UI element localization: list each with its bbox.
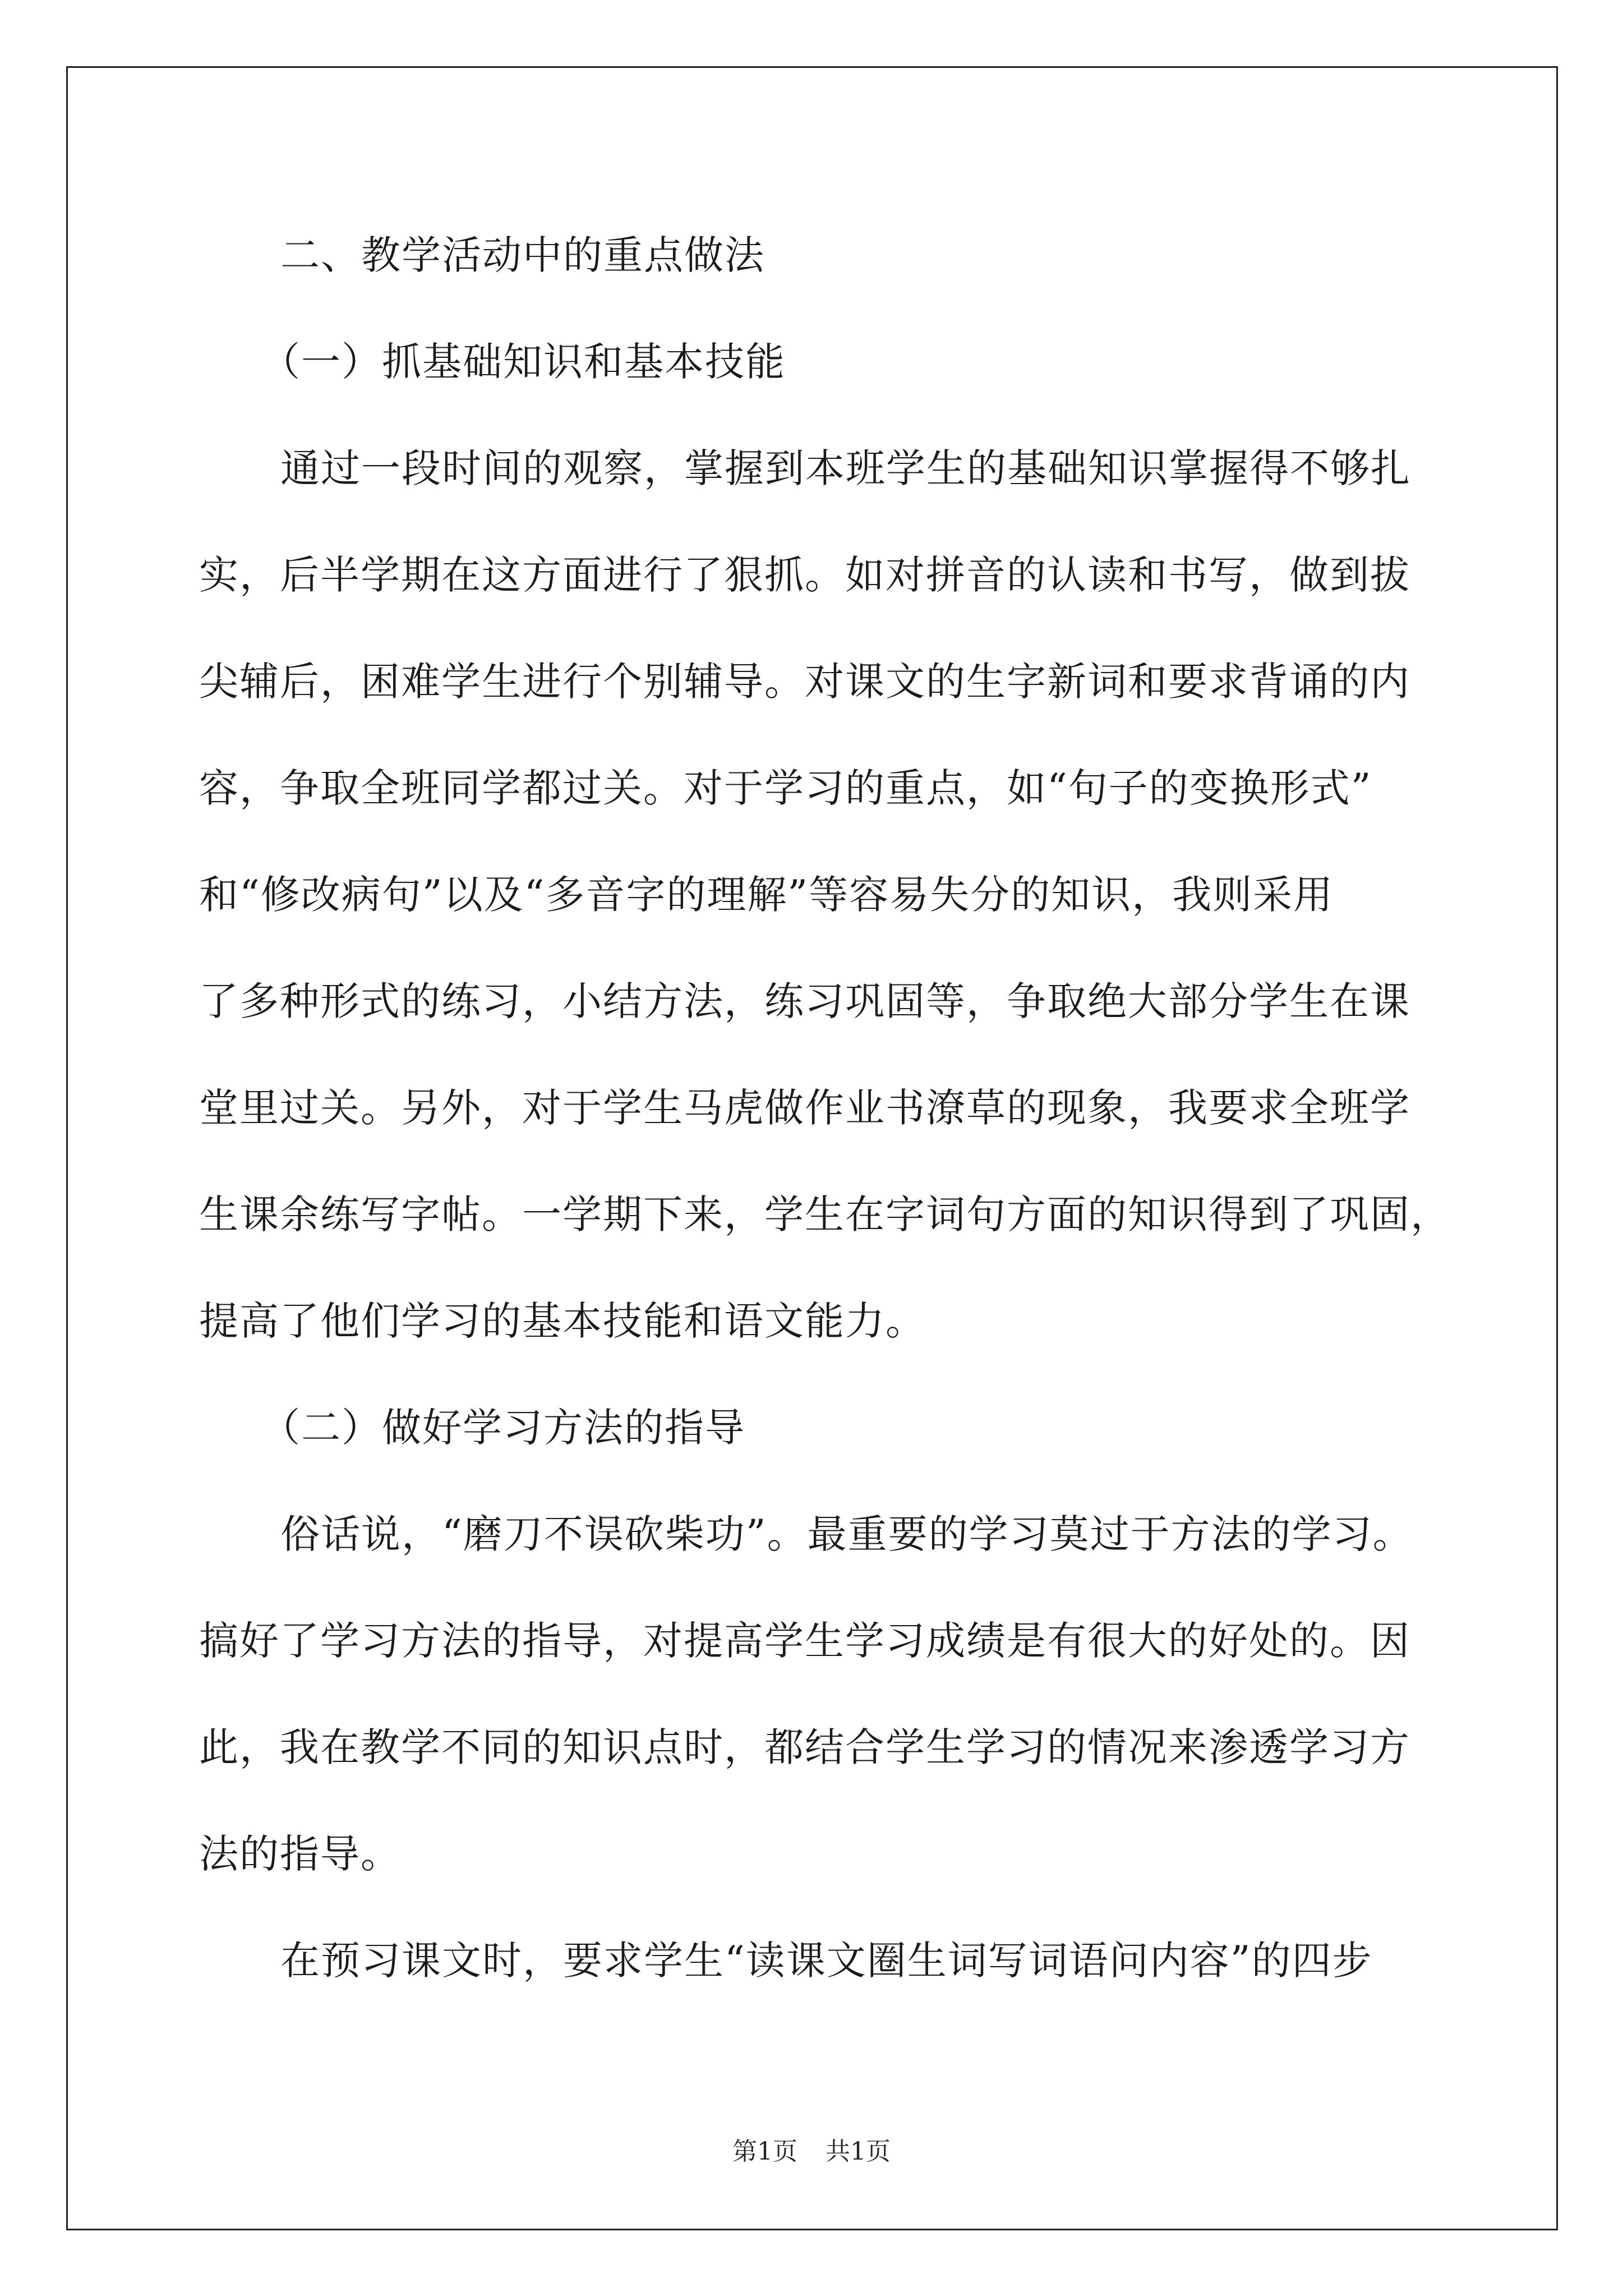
paragraph-line: 实，后半学期在这方面进行了狠抓。如对拼音的认读和书写，做到拔 [199, 552, 1410, 598]
paragraph-line: 堂里过关。另外，对于学生马虎做作业书潦草的现象，我要求全班学 [199, 1085, 1410, 1131]
section-heading: 二、教学活动中的重点做法 [280, 232, 765, 278]
paragraph-line: 和“修改病句”以及“多音字的理解”等容易失分的知识，我则采用 [199, 872, 1334, 918]
paragraph-line: 了多种形式的练习，小结方法，练习巩固等，争取绝大部分学生在课 [199, 978, 1410, 1024]
paragraph-line: 俗话说，“磨刀不误砍柴功”。最重要的学习莫过于方法的学习。 [280, 1511, 1413, 1557]
paragraph-line: 尖辅后，困难学生进行个别辅导。对课文的生字新词和要求背诵的内 [199, 659, 1410, 705]
paragraph-line: 搞好了学习方法的指导，对提高学生学习成绩是有很大的好处的。因 [199, 1618, 1410, 1664]
paragraph-line: 生课余练写字帖。一学期下来，学生在字词句方面的知识得到了巩固， [199, 1191, 1451, 1237]
subsection-heading: （二）做好学习方法的指导 [261, 1405, 745, 1451]
paragraph-line: 提高了他们学习的基本技能和语文能力。 [199, 1298, 926, 1344]
subsection-heading: （一）抓基础知识和基本技能 [261, 339, 786, 385]
document-body [199, 202, 1451, 2014]
paragraph-line: 此，我在教学不同的知识点时，都结合学生学习的情况来渗透学习方 [199, 1724, 1410, 1770]
page-total: 共1页 [826, 2137, 891, 2166]
paragraph-line: 法的指导。 [199, 1831, 401, 1877]
paragraph-line: 通过一段时间的观察，掌握到本班学生的基础知识掌握得不够扎 [280, 445, 1411, 491]
paragraph-line: 容，争取全班同学都过关。对于学习的重点，如“句子的变换形式” [199, 765, 1372, 811]
page-number: 第1页 [732, 2137, 797, 2166]
paragraph-line: 在预习课文时，要求学生“读课文圈生词写词语问内容”的四步 [280, 1938, 1373, 1984]
page-footer [0, 2135, 1623, 2169]
